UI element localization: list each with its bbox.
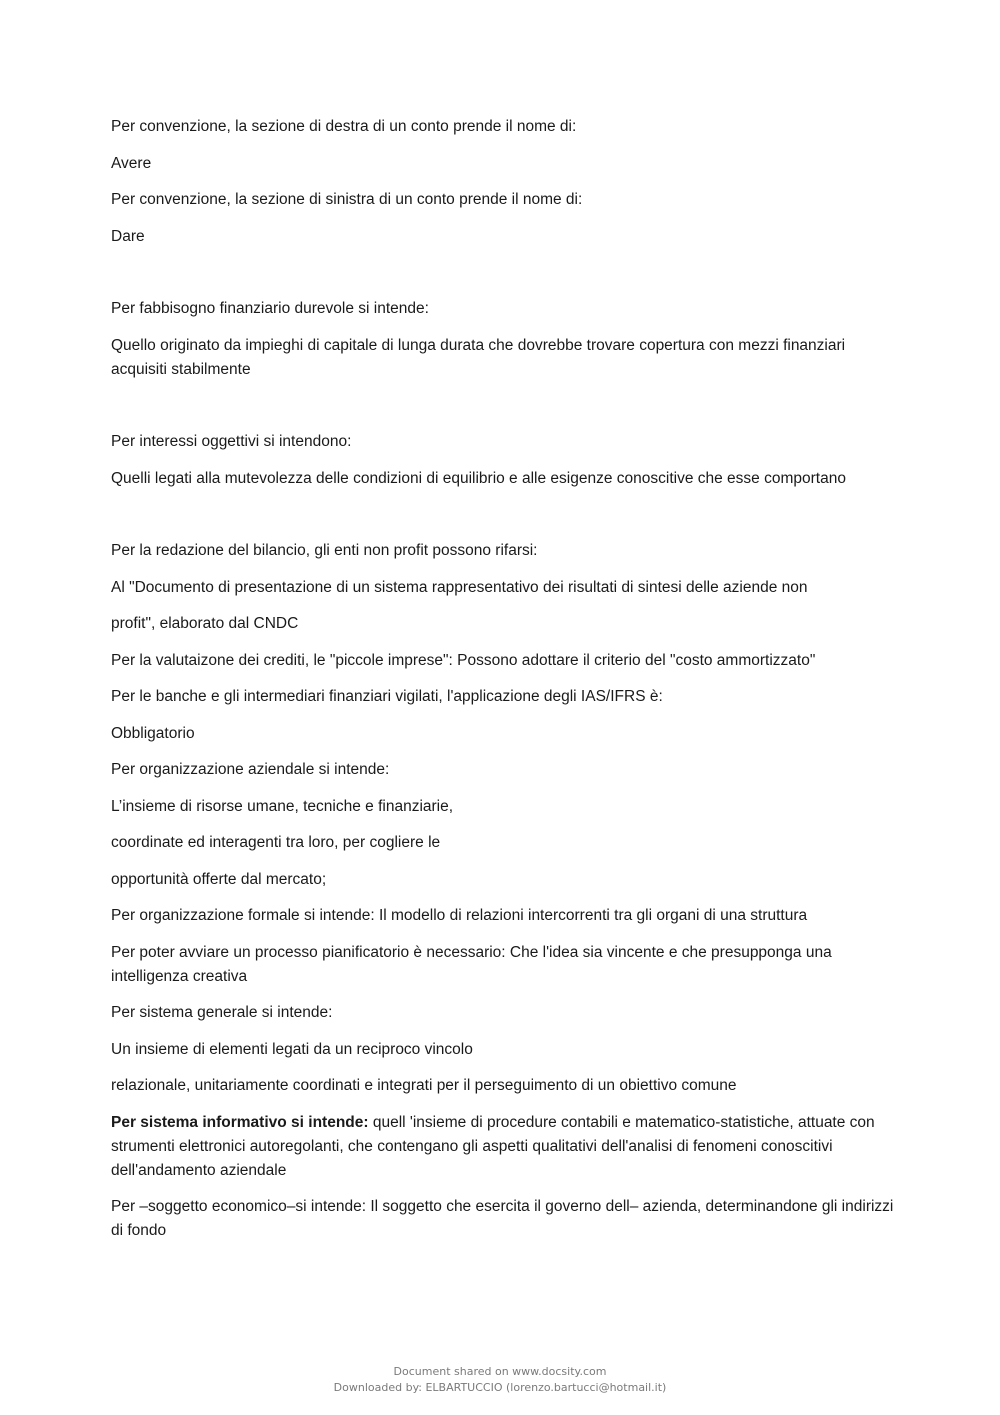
footer-shared-notice: Document shared on www.docsity.com	[393, 1365, 607, 1378]
paragraph: Per convenzione, la sezione di destra di un conto prende il nome di:	[111, 118, 577, 135]
paragraph: Per –soggetto economico–si intende: Il soggetto che esercita il governo dell– azienda, determinandone gli indirizzi di fondo	[111, 1198, 894, 1239]
paragraph: coordinate ed interagenti tra loro, per cogliere le	[111, 834, 441, 851]
document-body	[111, 115, 901, 1256]
paragraph: Per organizzazione aziendale si intende:	[111, 761, 390, 778]
paragraph: Per le banche e gli intermediari finanziari vigilati, l'applicazione degli IAS/IFRS è:	[111, 688, 663, 705]
paragraph: Quelli legati alla mutevolezza delle condizioni di equilibrio e alle esigenze conoscitive che esse comportano	[111, 469, 846, 487]
paragraph: Per poter avviare un processo pianificatorio è necessario: Che l'idea sia vincente e che presupponga una intelligenza creativa	[111, 943, 832, 985]
paragraph-text: quell 'insieme di procedure contabili e matematico-statistiche, attuate con strumenti elettronici autoregolanti, che contengano gli aspetti qualitativi dell'analisi di fenomeni conoscitivi dell'andamento aziendale	[111, 1113, 875, 1179]
paragraph: Un insieme di elementi legati da un reciproco vincolo	[111, 1040, 473, 1058]
blank-line	[111, 394, 901, 430]
paragraph: L’insieme di risorse umane, tecniche e finanziarie,	[111, 797, 454, 815]
paragraph: Per sistema generale si intende:	[111, 1004, 333, 1021]
paragraph: Per fabbisogno finanziario durevole si intende:	[111, 300, 429, 317]
paragraph: Per la valutaizone dei crediti, le "piccole imprese": Possono adottare il criterio del "costo ammortizzato"	[111, 651, 816, 669]
paragraph: opportunità offerte dal mercato;	[111, 870, 327, 888]
paragraph: Al "Documento di presentazione di un sistema rappresentativo dei risultati di sintesi delle aziende non	[111, 578, 808, 596]
paragraph: Per organizzazione formale si intende: Il modello di relazioni intercorrenti tra gli organi di una struttura	[111, 907, 808, 924]
paragraph: Per convenzione, la sezione di sinistra di un conto prende il nome di:	[111, 191, 583, 208]
paragraph: Per interessi oggettivi si intendono:	[111, 433, 352, 450]
paragraph: Dare	[111, 227, 145, 245]
paragraph: Quello originato da impieghi di capitale di lunga durata che dovrebbe trovare copertura con mezzi finanziari acquisiti stabilmente	[111, 336, 846, 378]
paragraph	[111, 1111, 901, 1183]
paragraph: Obbligatorio	[111, 724, 195, 742]
blank-line	[111, 503, 901, 539]
footer-download-notice: Downloaded by: ELBARTUCCIO (lorenzo.bartucci@hotmail.it)	[333, 1381, 667, 1394]
blank-line	[111, 261, 901, 297]
paragraph: relazionale, unitariamente coordinati e integrati per il perseguimento di un obiettivo comune	[111, 1077, 737, 1094]
bold-lead-in: Per sistema informativo si intende:	[111, 1113, 369, 1131]
paragraph: Avere	[111, 154, 152, 172]
paragraph: profit", elaborato dal CNDC	[111, 615, 299, 632]
paragraph: Per la redazione del bilancio, gli enti non profit possono rifarsi:	[111, 542, 538, 559]
